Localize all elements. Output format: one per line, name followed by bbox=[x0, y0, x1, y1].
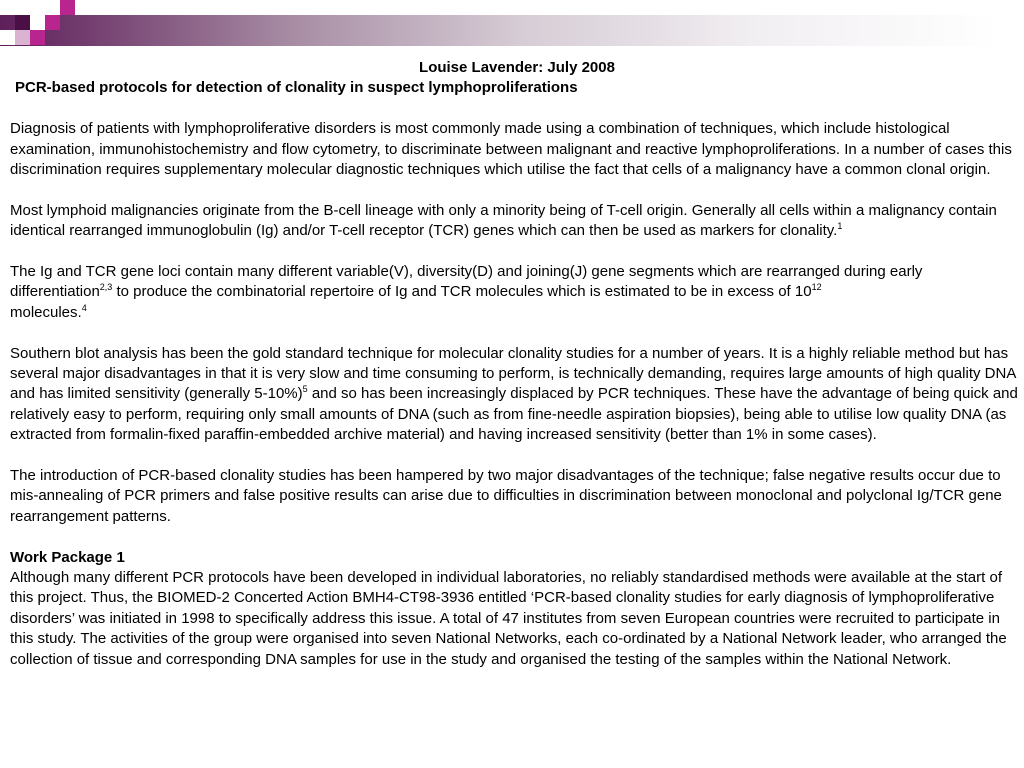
paragraph-lymphoid-malignancies bbox=[10, 201, 1018, 242]
paragraph-diagnosis: Diagnosis of patients with lymphoproliferative disorders is most commonly made using a combination of techniques, which include histological examination, immunohistochemistry and flow cytometry, to discriminate between malignant and reactive lymphoproliferations. In a number of cases this discrimination requires supplementary molecular diagnostic techniques which utilise the fact that cells of a malignancy have a common clonal origin. bbox=[10, 120, 1012, 179]
paragraph-gene-loci bbox=[10, 262, 1018, 323]
decorative-square bbox=[30, 30, 45, 45]
decorative-square bbox=[30, 15, 45, 30]
decorative-square bbox=[60, 0, 75, 15]
decorative-square bbox=[15, 15, 30, 30]
reference-superscript: 5 bbox=[302, 384, 308, 395]
decorative-square bbox=[15, 30, 30, 45]
paragraph-text: The Ig and TCR gene loci contain many different variable(V), diversity(D) and joining(J) gene segments which are rearranged during early differentiation bbox=[10, 263, 923, 301]
paragraph-text: and so has been increasingly displaced by PCR techniques. These have the advantage of being quick and relatively easy to perform, requiring only small amounts of DNA (such as from fine-needle aspiration biopsies), being able to utilise low quality DNA (as extracted from formalin-fixed paraffin-embedded archive material) and having increased sensitivity (better than 1% in some cases). bbox=[10, 385, 1018, 444]
reference-superscript: 1 bbox=[837, 221, 843, 232]
reference-superscript: 2,3 bbox=[99, 282, 113, 293]
header-gradient-bar bbox=[0, 15, 1024, 46]
decorative-square bbox=[45, 15, 60, 30]
paragraph-southern-blot bbox=[10, 344, 1018, 446]
paragraph-work-package: Although many different PCR protocols have been developed in individual laboratories, no reliably standardised methods were available at the start of this project. Thus, the BIOMED-2 Concerted Action BMH4-CT98-3936 entitled ‘PCR-based clonality studies for early diagnosis of lymphoproliferative disorders’ was initiated in 1998 to specifically address this issue. A total of 47 institutes from seven European countries were recruited to participate in this study. The activities of the group were organised into seven National Networks, each co-ordinated by a National Network leader, who arranged the collection of tissue and corresponding DNA samples for use in the study and organised the testing of the samples within the National Network. bbox=[10, 569, 1007, 668]
paragraph-text: Southern blot analysis has been the gold standard technique for molecular clonality studies for a number of years. It is a highly reliable method but has several major disadvantages in that it is very slow and time consuming to perform, is technically demanding, requires large amounts of high quality DNA and has limited sensitivity (generally 5-10%) bbox=[10, 344, 1016, 403]
page-title: Louise Lavender: July 2008 bbox=[419, 59, 615, 76]
decorative-square bbox=[0, 30, 15, 45]
decorative-square bbox=[45, 0, 60, 15]
paragraph-text: Most lymphoid malignancies originate from the B-cell lineage with only a minority being of T-cell origin. Generally all cells within a malignancy contain identical rearranged immunoglobulin (Ig) and/or T-cell receptor (TCR) genes which can then be used as markers for clonality. bbox=[10, 201, 997, 240]
paragraph-pcr-disadvantages: The introduction of PCR-based clonality studies has been hampered by two major disadvantages of the technique; false negative results occur due to mis-annealing of PCR primers and false positive results can arise due to difficulties in discrimination between monoclonal and polyclonal Ig/TCR gene rearrangement patterns. bbox=[10, 467, 1002, 525]
paragraph-text: molecules. bbox=[10, 303, 82, 321]
work-package-heading: Work Package 1 bbox=[10, 548, 125, 566]
page-subtitle: PCR-based protocols for detection of clonality in suspect lymphoproliferations bbox=[15, 79, 578, 97]
reference-superscript: 4 bbox=[81, 302, 87, 313]
paragraph-text: to produce the combinatorial repertoire of Ig and TCR molecules which is estimated to be in excess of 10 bbox=[112, 283, 812, 301]
exponent-superscript: 12 bbox=[811, 282, 822, 293]
document-body bbox=[10, 58, 1018, 670]
